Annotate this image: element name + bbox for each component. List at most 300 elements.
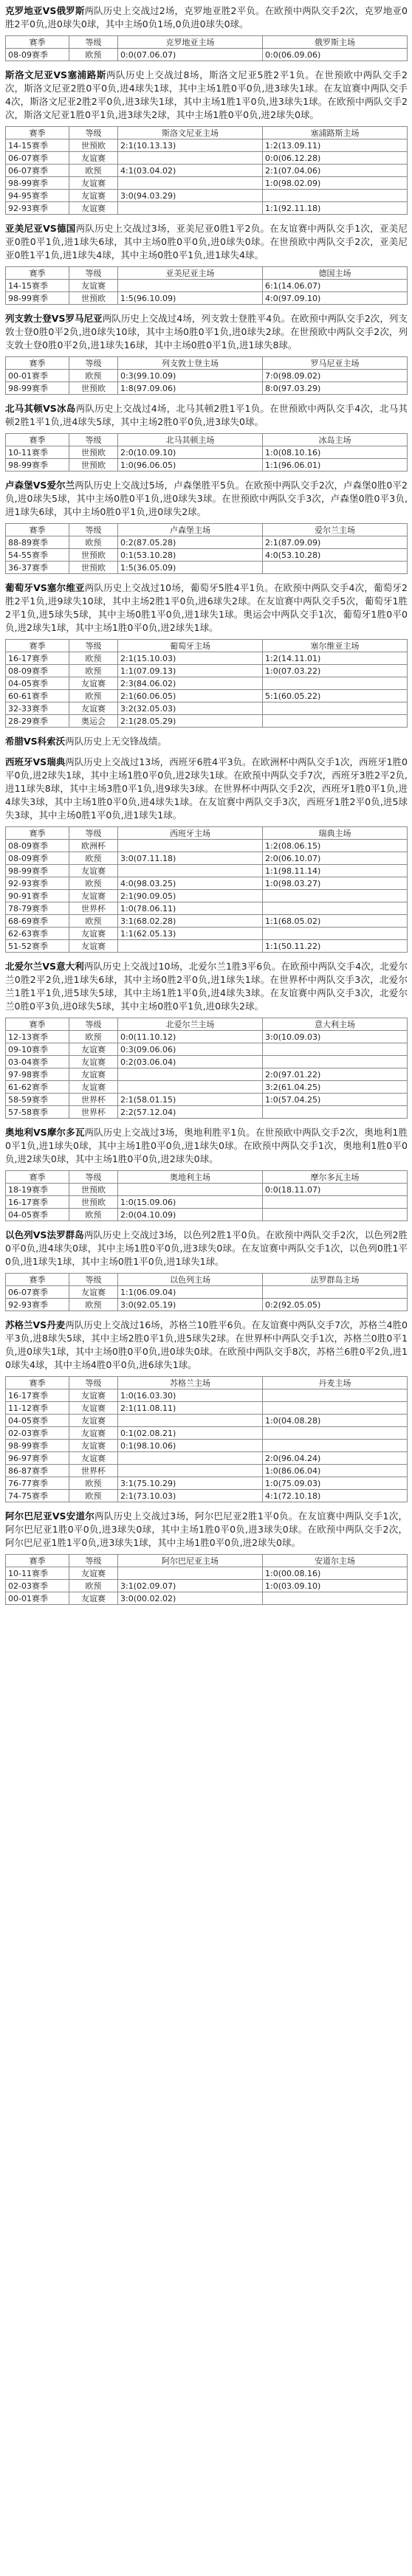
table-header-row bbox=[6, 827, 408, 840]
table-row bbox=[6, 702, 408, 715]
away-result-cell: 3:2(61.04.25) bbox=[263, 1081, 408, 1094]
matchup-summary: 两队历史上交战过2场，克罗地亚胜2平负。在欧预中两队交手2次，克罗地亚0胜2平0负,进0球失0球，其中主场0负1场,0负进0球失0球。 bbox=[5, 5, 408, 30]
away-result-cell bbox=[263, 928, 408, 940]
table-header-row bbox=[6, 36, 408, 49]
matchup-title: 斯洛文尼亚VS塞浦路斯 bbox=[5, 69, 106, 80]
level-cell: 欧预 bbox=[69, 1580, 118, 1592]
level-cell: 世预欧 bbox=[69, 139, 118, 152]
season-cell: 98-99赛季 bbox=[6, 292, 69, 305]
matchup-summary: 两队历史上交战过3场，亚美尼亚0胜1平2负。在友谊赛中两队交手1次，亚美尼亚0胜0平1负,进1球失6球，其中主场0胜0平0负,进0球失0球。在世预欧中两队交手2次，亚美尼亚0胜1平1负,进1球失4球，其中主场0胜0平1负,进1球失4球。 bbox=[5, 223, 408, 260]
table-header-row bbox=[6, 127, 408, 139]
home-result-cell: 1:0(96.06.05) bbox=[118, 459, 263, 472]
level-cell: 欧预 bbox=[69, 1031, 118, 1043]
home-header: 葡萄牙主场 bbox=[118, 640, 263, 652]
table-row bbox=[6, 562, 408, 574]
home-result-cell: 1:5(36.05.09) bbox=[118, 562, 263, 574]
season-header: 赛季 bbox=[6, 434, 69, 446]
level-cell: 友谊赛 bbox=[69, 1389, 118, 1402]
level-cell: 友谊赛 bbox=[69, 890, 118, 902]
level-cell: 友谊赛 bbox=[69, 152, 118, 165]
section-intro bbox=[5, 1510, 408, 1550]
away-header: 罗马尼亚主场 bbox=[263, 357, 408, 370]
matchup-summary: 两队历史上交战过5场，卢森堡胜平5负。在欧预中两队交手2次，卢森堡0胜0平2负,进0球失5球，其中主场0胜0平1负,进0球失3球。在世预欧中两队交手3次，卢森堡0胜0平3负,进1球失6球，其中主场0胜0平1负,进0球失2球。 bbox=[5, 480, 408, 517]
level-cell: 友谊赛 bbox=[69, 1452, 118, 1465]
level-cell: 欧预 bbox=[69, 690, 118, 702]
home-result-cell: 3:0(94.03.29) bbox=[118, 190, 263, 202]
head-to-head-table bbox=[5, 266, 408, 305]
matchup-summary: 两队历史上交战过4场，列支敦士登胜平4负。在欧预中两队交手2次，列支敦士登0胜0平2负,进0球失10球，其中主场0胜0平1负,进0球失2球。在世预欧中两队交手2次，列支敦士登0胜0平2负,进1球失16球，其中主场0胜0平1负,进1球失8球。 bbox=[5, 313, 408, 351]
level-cell: 欧预 bbox=[69, 852, 118, 865]
season-cell: 76-77赛季 bbox=[6, 1477, 69, 1490]
away-result-cell: 8:0(97.03.29) bbox=[263, 382, 408, 395]
away-result-cell bbox=[263, 1402, 408, 1415]
home-result-cell: 2:1(11.08.11) bbox=[118, 1402, 263, 1415]
season-cell: 36-37赛季 bbox=[6, 562, 69, 574]
table-row bbox=[6, 1106, 408, 1119]
level-cell: 友谊赛 bbox=[69, 940, 118, 953]
season-header: 赛季 bbox=[6, 1555, 69, 1567]
home-result-cell: 1:5(96.10.09) bbox=[118, 292, 263, 305]
level-cell: 友谊赛 bbox=[69, 190, 118, 202]
level-cell: 欧预 bbox=[69, 665, 118, 677]
matchup-summary: 两队历史上交战过3场，奥地利胜平1负。在世预欧中两队交手2次，奥地利1胜0平1负,进1球失0球，其中主场1胜0平0负,进1球失0球。在欧预中两队交手1次，奥地利1胜0平0负,进2球失0球，其中主场1胜0平0负,进2球失0球。 bbox=[5, 1127, 408, 1164]
level-header: 等级 bbox=[69, 1274, 118, 1286]
home-result-cell bbox=[118, 202, 263, 215]
level-cell: 欧预 bbox=[69, 1299, 118, 1311]
head-to-head-table bbox=[5, 1170, 408, 1221]
away-result-cell bbox=[263, 1043, 408, 1056]
table-row bbox=[6, 370, 408, 382]
level-cell: 友谊赛 bbox=[69, 1402, 118, 1415]
away-result-cell: 1:2(08.06.15) bbox=[263, 840, 408, 852]
home-result-cell: 0:1(98.10.06) bbox=[118, 1440, 263, 1452]
table-row bbox=[6, 446, 408, 459]
season-header: 赛季 bbox=[6, 36, 69, 49]
table-row bbox=[6, 292, 408, 305]
home-result-cell bbox=[118, 1465, 263, 1477]
table-header-row bbox=[6, 267, 408, 280]
season-header: 赛季 bbox=[6, 827, 69, 840]
away-header: 安道尔主场 bbox=[263, 1555, 408, 1567]
season-cell: 00-01赛季 bbox=[6, 370, 69, 382]
away-result-cell: 6:1(14.06.07) bbox=[263, 280, 408, 292]
table-row bbox=[6, 165, 408, 177]
matchup-title: 希腊VS科索沃 bbox=[5, 736, 66, 747]
away-result-cell: 1:1(50.11.22) bbox=[263, 940, 408, 953]
away-result-cell: 2:0(06.10.07) bbox=[263, 852, 408, 865]
away-header: 丹麦主场 bbox=[263, 1377, 408, 1389]
home-result-cell: 2:2(57.12.04) bbox=[118, 1106, 263, 1119]
season-cell: 58-59赛季 bbox=[6, 1094, 69, 1106]
season-cell: 32-33赛季 bbox=[6, 702, 69, 715]
away-result-cell bbox=[263, 1056, 408, 1068]
matchup-summary: 两队历史上交战过4场，北马其顿2胜1平1负。在世预欧中两队交手4次，北马其顿2胜1平1负,进4球失5球，其中主场2胜0平0负,进3球失0球。 bbox=[5, 403, 408, 427]
head-to-head-table bbox=[5, 639, 408, 728]
away-header: 冰岛主场 bbox=[263, 434, 408, 446]
home-result-cell bbox=[118, 1068, 263, 1081]
matchup-title: 北马其顿VS冰岛 bbox=[5, 403, 76, 414]
away-result-cell bbox=[263, 1106, 408, 1119]
away-result-cell: 1:0(75.09.03) bbox=[263, 1477, 408, 1490]
home-result-cell: 2:3(84.06.02) bbox=[118, 677, 263, 690]
level-cell: 世界杯 bbox=[69, 1094, 118, 1106]
matchup-summary: 两队历史上交战过8场，斯洛文尼亚5胜2平1负。在世预欧中两队交手2次，斯洛文尼亚2胜0平0负,进4球失1球，其中主场1胜0平0负,进3球失1球。在友谊赛中两队交手4次，斯洛文尼亚2胜2平0负,进3球失1球，其中主场1胜1平0负,进3球失1球。在欧预中两队交手2次，斯洛文尼亚1胜0平1负,进3球失2球，其中主场1胜0平0负,进2球失0球。 bbox=[5, 69, 408, 120]
season-cell: 08-09赛季 bbox=[6, 49, 69, 61]
table-row bbox=[6, 1465, 408, 1477]
home-result-cell: 1:0(15.09.06) bbox=[118, 1196, 263, 1209]
home-header: 亚美尼亚主场 bbox=[118, 267, 263, 280]
matchup-title: 亚美尼亚VS德国 bbox=[5, 223, 76, 234]
away-result-cell bbox=[263, 702, 408, 715]
level-cell: 欧预 bbox=[69, 1490, 118, 1502]
season-cell: 12-13赛季 bbox=[6, 1031, 69, 1043]
home-result-cell bbox=[118, 1415, 263, 1427]
table-row bbox=[6, 202, 408, 215]
table-row bbox=[6, 715, 408, 728]
table-header-row bbox=[6, 434, 408, 446]
level-cell: 欧预 bbox=[69, 536, 118, 549]
matchup-title: 葡萄牙VS塞尔维亚 bbox=[5, 582, 85, 593]
home-header: 苏格兰主场 bbox=[118, 1377, 263, 1389]
section-intro bbox=[5, 479, 408, 519]
section-intro bbox=[5, 4, 408, 31]
season-cell: 08-09赛季 bbox=[6, 840, 69, 852]
season-cell: 00-01赛季 bbox=[6, 1592, 69, 1605]
level-cell: 友谊赛 bbox=[69, 1592, 118, 1605]
table-header-row bbox=[6, 1171, 408, 1184]
home-result-cell: 2:1(73.10.03) bbox=[118, 1490, 263, 1502]
table-row bbox=[6, 1477, 408, 1490]
season-cell: 98-99赛季 bbox=[6, 1440, 69, 1452]
matchup-title: 以色列VS法罗群岛 bbox=[5, 1229, 84, 1240]
table-row bbox=[6, 1056, 408, 1068]
season-cell: 57-58赛季 bbox=[6, 1106, 69, 1119]
matchup-summary: 两队历史上交战过13场，西班牙6胜4平3负。在欧洲杯中两队交手1次，西班牙1胜0平0负,进2球失1球，其中主场1胜0平0负,进2球失1球。在欧预中两队交手7次，西班牙3胜2平2负,进11球失8球，其中主场3胜0平1负,进9球失3球。在世界杯中两队交手2次，西班牙1胜0平1负,进4球失3球，其中主场1胜0平0负,进4球失1球。在友谊赛中两队交手3次，西班牙1胜2平0负,进5球失3球，其中主场0胜1平0负,进1球失1球。 bbox=[5, 756, 408, 821]
section-intro bbox=[5, 222, 408, 262]
table-row bbox=[6, 459, 408, 472]
season-cell: 51-52赛季 bbox=[6, 940, 69, 953]
level-cell: 世界杯 bbox=[69, 1106, 118, 1119]
home-header: 列支敦士登主场 bbox=[118, 357, 263, 370]
head-to-head-table bbox=[5, 1018, 408, 1119]
home-result-cell bbox=[118, 1567, 263, 1580]
home-result-cell: 4:1(03.04.02) bbox=[118, 165, 263, 177]
home-header: 阿尔巴尼亚主场 bbox=[118, 1555, 263, 1567]
season-header: 赛季 bbox=[6, 1018, 69, 1031]
section-intro bbox=[5, 735, 408, 748]
table-row bbox=[6, 877, 408, 890]
away-result-cell: 1:0(98.02.09) bbox=[263, 177, 408, 190]
level-cell: 世预欧 bbox=[69, 549, 118, 562]
table-row bbox=[6, 536, 408, 549]
home-result-cell: 1:0(16.03.30) bbox=[118, 1389, 263, 1402]
table-row bbox=[6, 1415, 408, 1427]
away-header: 塞尔维亚主场 bbox=[263, 640, 408, 652]
home-result-cell: 1:1(07.09.13) bbox=[118, 665, 263, 677]
level-cell: 世界杯 bbox=[69, 902, 118, 915]
home-result-cell: 3:1(02.09.07) bbox=[118, 1580, 263, 1592]
table-row bbox=[6, 1081, 408, 1094]
table-row bbox=[6, 890, 408, 902]
season-cell: 04-05赛季 bbox=[6, 1209, 69, 1221]
away-result-cell: 2:0(97.01.22) bbox=[263, 1068, 408, 1081]
level-cell: 欧预 bbox=[69, 49, 118, 61]
home-result-cell bbox=[118, 865, 263, 877]
table-row bbox=[6, 1068, 408, 1081]
season-cell: 28-29赛季 bbox=[6, 715, 69, 728]
level-cell: 友谊赛 bbox=[69, 1567, 118, 1580]
level-cell: 友谊赛 bbox=[69, 177, 118, 190]
level-cell: 欧预 bbox=[69, 370, 118, 382]
section-intro bbox=[5, 69, 408, 122]
level-cell: 友谊赛 bbox=[69, 1081, 118, 1094]
table-row bbox=[6, 902, 408, 915]
season-cell: 16-17赛季 bbox=[6, 1196, 69, 1209]
matchup-title: 列支敦士登VS罗马尼亚 bbox=[5, 313, 103, 324]
home-result-cell: 2:1(28.05.29) bbox=[118, 715, 263, 728]
table-header-row bbox=[6, 357, 408, 370]
away-result-cell: 1:0(00.08.16) bbox=[263, 1567, 408, 1580]
matchup-summary: 两队历史上交战过10场，葡萄牙5胜4平1负。在欧预中两队交手4次，葡萄牙2胜2平1负,进9球失10球，其中主场2胜1平0负,进6球失2球。在友谊赛中两队交手5次，葡萄牙1胜2平1负,进5球失5球，其中主场0胜1平0负,进1球失1球。奥运会中两队交手1次，葡萄牙1胜0平0负,进2球失1球，其中主场1胜0平0负,进2球失1球。 bbox=[5, 582, 408, 633]
table-row bbox=[6, 152, 408, 165]
away-header: 爱尔兰主场 bbox=[263, 524, 408, 536]
table-row bbox=[6, 1389, 408, 1402]
level-header: 等级 bbox=[69, 267, 118, 280]
head-to-head-table bbox=[5, 433, 408, 472]
away-header: 德国主场 bbox=[263, 267, 408, 280]
season-cell: 02-03赛季 bbox=[6, 1427, 69, 1440]
table-header-row bbox=[6, 1377, 408, 1389]
table-row bbox=[6, 280, 408, 292]
home-result-cell bbox=[118, 1081, 263, 1094]
home-header: 以色列主场 bbox=[118, 1274, 263, 1286]
away-header: 俄罗斯主场 bbox=[263, 36, 408, 49]
table-row bbox=[6, 1567, 408, 1580]
head-to-head-table bbox=[5, 1554, 408, 1605]
home-result-cell: 0:0(07.06.07) bbox=[118, 49, 263, 61]
home-header: 北马其顿主场 bbox=[118, 434, 263, 446]
home-result-cell bbox=[118, 1184, 263, 1196]
home-header: 卢森堡主场 bbox=[118, 524, 263, 536]
matchup-title: 奥地利VS摩尔多瓦 bbox=[5, 1127, 85, 1138]
matchup-title: 西班牙VS瑞典 bbox=[5, 756, 66, 767]
level-cell: 友谊赛 bbox=[69, 1056, 118, 1068]
away-result-cell: 1:1(68.05.02) bbox=[263, 915, 408, 928]
home-header: 北爱尔兰主场 bbox=[118, 1018, 263, 1031]
table-row bbox=[6, 940, 408, 953]
away-result-cell bbox=[263, 890, 408, 902]
matchup-title: 苏格兰VS丹麦 bbox=[5, 1319, 66, 1330]
table-row bbox=[6, 1402, 408, 1415]
section-intro bbox=[5, 581, 408, 635]
table-row bbox=[6, 1286, 408, 1299]
level-cell: 世预欧 bbox=[69, 1196, 118, 1209]
table-row bbox=[6, 1452, 408, 1465]
table-row bbox=[6, 915, 408, 928]
level-cell: 友谊赛 bbox=[69, 865, 118, 877]
away-result-cell: 1:0(86.06.04) bbox=[263, 1465, 408, 1477]
matchup-summary: 两队历史上交战过16场，苏格兰10胜平6负。在友谊赛中两队交手7次，苏格兰4胜0平3负,进8球失5球，其中主场2胜0平1负,进5球失2球。在世界杯中两队交手1次，苏格兰0胜0平1负,进0球失1球，其中主场0胜0平0负,进0球失0球。在欧预中两队交手8次，苏格兰6胜0平2负,进10球失4球，其中主场4胜0平0负,进6球失1球。 bbox=[5, 1319, 408, 1370]
away-result-cell bbox=[263, 562, 408, 574]
level-cell: 友谊赛 bbox=[69, 1043, 118, 1056]
season-cell: 96-97赛季 bbox=[6, 1452, 69, 1465]
away-result-cell bbox=[263, 1209, 408, 1221]
season-cell: 16-17赛季 bbox=[6, 652, 69, 665]
season-cell: 98-99赛季 bbox=[6, 177, 69, 190]
season-cell: 04-05赛季 bbox=[6, 677, 69, 690]
table-header-row bbox=[6, 1018, 408, 1031]
season-cell: 16-17赛季 bbox=[6, 1389, 69, 1402]
season-header: 赛季 bbox=[6, 127, 69, 139]
season-cell: 06-07赛季 bbox=[6, 152, 69, 165]
table-row bbox=[6, 1490, 408, 1502]
level-cell: 世预欧 bbox=[69, 1184, 118, 1196]
season-cell: 74-75赛季 bbox=[6, 1490, 69, 1502]
home-result-cell: 2:0(04.10.09) bbox=[118, 1209, 263, 1221]
home-header: 奥地利主场 bbox=[118, 1171, 263, 1184]
matchup-title: 克罗地亚VS俄罗斯 bbox=[5, 5, 85, 16]
season-cell: 92-93赛季 bbox=[6, 877, 69, 890]
section-intro bbox=[5, 1319, 408, 1372]
home-result-cell bbox=[118, 840, 263, 852]
head-to-head-table bbox=[5, 523, 408, 574]
away-header: 法罗群岛主场 bbox=[263, 1274, 408, 1286]
season-cell: 62-63赛季 bbox=[6, 928, 69, 940]
home-result-cell: 0:3(09.06.06) bbox=[118, 1043, 263, 1056]
home-result-cell bbox=[118, 152, 263, 165]
away-result-cell: 4:0(53.10.28) bbox=[263, 549, 408, 562]
table-header-row bbox=[6, 1274, 408, 1286]
level-cell: 欧预 bbox=[69, 1209, 118, 1221]
level-cell: 世界杯 bbox=[69, 1465, 118, 1477]
level-header: 等级 bbox=[69, 1377, 118, 1389]
table-row bbox=[6, 1580, 408, 1592]
home-result-cell: 1:0(78.06.11) bbox=[118, 902, 263, 915]
home-result-cell bbox=[118, 940, 263, 953]
level-cell: 世预欧 bbox=[69, 459, 118, 472]
section-intro bbox=[5, 312, 408, 352]
level-cell: 世预欧 bbox=[69, 562, 118, 574]
level-cell: 友谊赛 bbox=[69, 1068, 118, 1081]
level-cell: 友谊赛 bbox=[69, 928, 118, 940]
matchup-summary: 两队历史上交战过3场，以色列2胜1平0负。在欧预中两队交手2次，以色列2胜0平0负,进4球失0球，其中主场1胜0平0负,进3球失0球。在友谊赛中两队交手1次，以色列0胜1平0负,进1球失1球，其中主场0胜1平0负,进1球失1球。 bbox=[5, 1229, 408, 1267]
table-row bbox=[6, 677, 408, 690]
matchup-summary: 两队历史上无交锋战绩。 bbox=[65, 736, 167, 747]
home-result-cell: 2:1(90.09.05) bbox=[118, 890, 263, 902]
level-cell: 世预欧 bbox=[69, 382, 118, 395]
season-header: 赛季 bbox=[6, 524, 69, 536]
level-header: 等级 bbox=[69, 1171, 118, 1184]
away-result-cell: 1:1(96.06.01) bbox=[263, 459, 408, 472]
table-row bbox=[6, 1440, 408, 1452]
season-cell: 61-62赛季 bbox=[6, 1081, 69, 1094]
season-cell: 10-11赛季 bbox=[6, 1567, 69, 1580]
season-cell: 06-07赛季 bbox=[6, 165, 69, 177]
season-cell: 09-10赛季 bbox=[6, 1043, 69, 1056]
season-cell: 86-87赛季 bbox=[6, 1465, 69, 1477]
section-intro bbox=[5, 402, 408, 429]
away-result-cell bbox=[263, 715, 408, 728]
away-result-cell: 4:1(72.10.18) bbox=[263, 1490, 408, 1502]
head-to-head-table bbox=[5, 356, 408, 395]
table-row bbox=[6, 1196, 408, 1209]
level-cell: 友谊赛 bbox=[69, 1427, 118, 1440]
season-cell: 92-93赛季 bbox=[6, 202, 69, 215]
season-header: 赛季 bbox=[6, 357, 69, 370]
season-cell: 98-99赛季 bbox=[6, 865, 69, 877]
head-to-head-table bbox=[5, 1376, 408, 1502]
home-result-cell: 0:3(99.10.09) bbox=[118, 370, 263, 382]
home-result-cell: 3:1(68.02.28) bbox=[118, 915, 263, 928]
season-cell: 11-12赛季 bbox=[6, 1402, 69, 1415]
season-cell: 14-15赛季 bbox=[6, 280, 69, 292]
table-row bbox=[6, 1209, 408, 1221]
season-header: 赛季 bbox=[6, 267, 69, 280]
section-intro bbox=[5, 960, 408, 1013]
home-result-cell: 3:1(75.10.29) bbox=[118, 1477, 263, 1490]
level-cell: 友谊赛 bbox=[69, 280, 118, 292]
level-cell: 友谊赛 bbox=[69, 1440, 118, 1452]
away-result-cell bbox=[263, 1286, 408, 1299]
away-header: 塞浦路斯主场 bbox=[263, 127, 408, 139]
season-cell: 92-93赛季 bbox=[6, 1299, 69, 1311]
level-header: 等级 bbox=[69, 1018, 118, 1031]
table-row bbox=[6, 190, 408, 202]
away-result-cell: 1:0(08.10.16) bbox=[263, 446, 408, 459]
home-result-cell: 4:0(98.03.25) bbox=[118, 877, 263, 890]
away-result-cell: 1:0(04.08.28) bbox=[263, 1415, 408, 1427]
away-result-cell: 0:2(92.05.05) bbox=[263, 1299, 408, 1311]
away-result-cell: 3:0(10.09.03) bbox=[263, 1031, 408, 1043]
level-cell: 欧预 bbox=[69, 877, 118, 890]
table-row bbox=[6, 49, 408, 61]
home-header: 西班牙主场 bbox=[118, 827, 263, 840]
level-cell: 友谊赛 bbox=[69, 202, 118, 215]
home-result-cell: 1:1(06.09.04) bbox=[118, 1286, 263, 1299]
table-row bbox=[6, 928, 408, 940]
level-cell: 欧预 bbox=[69, 1477, 118, 1490]
season-cell: 08-09赛季 bbox=[6, 665, 69, 677]
level-cell: 友谊赛 bbox=[69, 1286, 118, 1299]
season-header: 赛季 bbox=[6, 640, 69, 652]
level-cell: 欧预 bbox=[69, 652, 118, 665]
away-result-cell: 2:1(87.09.09) bbox=[263, 536, 408, 549]
table-row bbox=[6, 139, 408, 152]
home-result-cell: 0:1(53.10.28) bbox=[118, 549, 263, 562]
table-row bbox=[6, 1094, 408, 1106]
home-result-cell: 3:2(32.05.03) bbox=[118, 702, 263, 715]
level-cell: 奥运会 bbox=[69, 715, 118, 728]
away-result-cell: 1:0(98.03.27) bbox=[263, 877, 408, 890]
away-result-cell: 1:1(98.11.14) bbox=[263, 865, 408, 877]
away-result-cell: 5:1(60.05.22) bbox=[263, 690, 408, 702]
away-result-cell: 1:2(13.09.11) bbox=[263, 139, 408, 152]
home-result-cell bbox=[118, 1452, 263, 1465]
season-cell: 97-98赛季 bbox=[6, 1068, 69, 1081]
table-row bbox=[6, 840, 408, 852]
table-header-row bbox=[6, 524, 408, 536]
season-cell: 02-03赛季 bbox=[6, 1580, 69, 1592]
table-row bbox=[6, 382, 408, 395]
away-result-cell: 1:2(14.11.01) bbox=[263, 652, 408, 665]
away-result-cell: 2:1(07.04.06) bbox=[263, 165, 408, 177]
head-to-head-table bbox=[5, 826, 408, 953]
table-row bbox=[6, 652, 408, 665]
season-cell: 04-05赛季 bbox=[6, 1415, 69, 1427]
away-header: 意大利主场 bbox=[263, 1018, 408, 1031]
level-cell: 友谊赛 bbox=[69, 702, 118, 715]
away-header: 摩尔多瓦主场 bbox=[263, 1171, 408, 1184]
